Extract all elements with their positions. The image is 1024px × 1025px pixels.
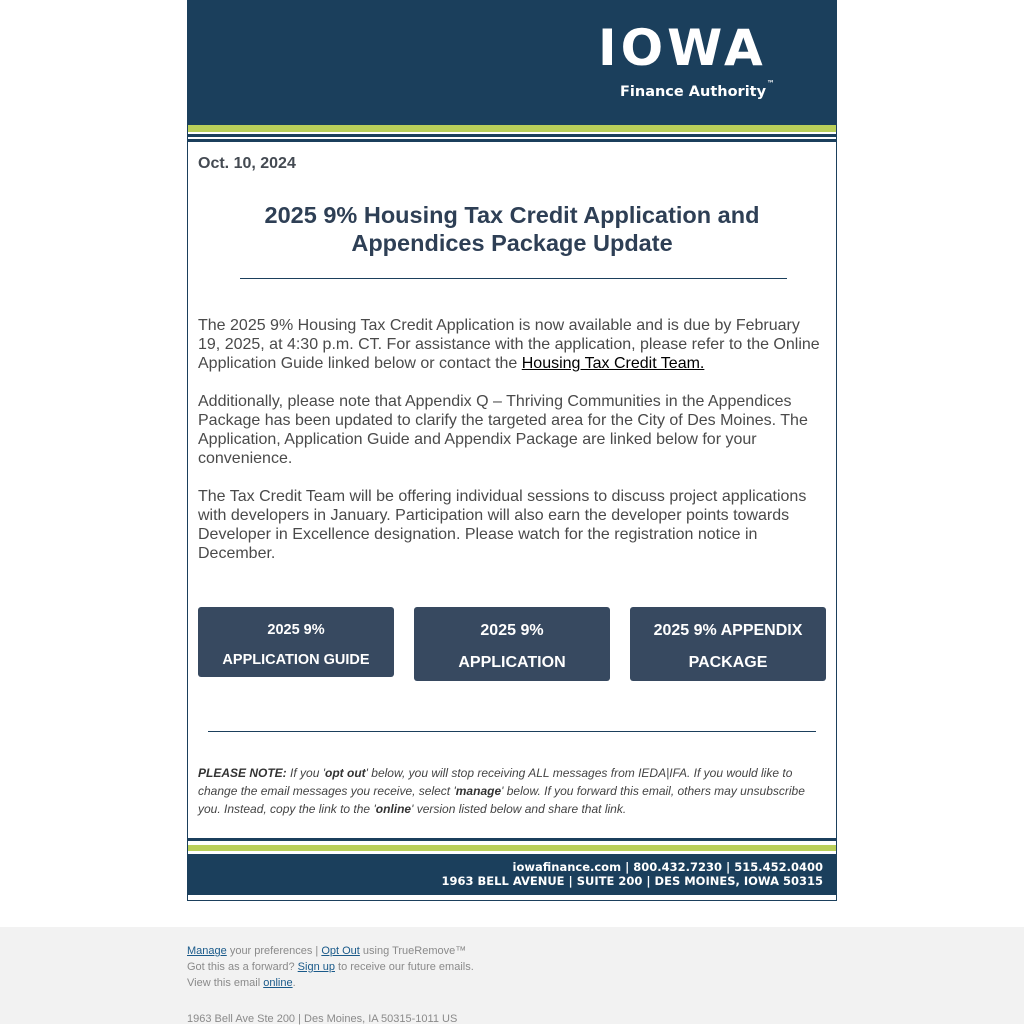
logo-word-text: IOWA — [598, 19, 767, 77]
button-label-line2: APPLICATION GUIDE — [222, 652, 370, 668]
opt-out-text: using TrueRemove™ — [359, 945, 467, 957]
application-button[interactable] — [414, 607, 610, 681]
footer-navy-stripe-top — [188, 838, 836, 841]
manage-preferences-link[interactable]: Manage — [187, 945, 227, 957]
logo-wordmark — [598, 19, 775, 88]
paragraph-individual-sessions: The Tax Credit Team will be offering individual sessions to discuss project applications with developers in January. Participation will also earn the developer points towards Developer in Excellence designation. Please watch for the registration notice in December. — [198, 488, 807, 562]
sign-up-text: to receive our future emails. — [334, 961, 474, 973]
note-text-4: ' version listed below and share that link. — [411, 802, 627, 816]
view-end: . — [292, 977, 296, 989]
title-divider — [240, 278, 787, 279]
logo-subtitle: Finance Authority — [620, 84, 767, 100]
button-label-line1: 2025 9% — [267, 622, 325, 638]
view-online-line — [187, 977, 296, 989]
footer-contact-line: iowafinance.com | 800.432.7230 | 515.452.0400 — [512, 860, 823, 874]
note-label: PLEASE NOTE: — [198, 766, 287, 780]
note-opt-out: opt out — [325, 766, 366, 780]
sender-address: 1963 Bell Ave Ste 200 | Des Moines, IA 50315-1011 US — [187, 1013, 458, 1025]
view-text: View this email — [187, 977, 264, 989]
note-text-2: ' below, you will stop receiving ALL messages from IEDA|IFA. If you would like to change the email messages you receive, select ' — [198, 766, 793, 798]
sign-up-link[interactable]: Sign up — [297, 961, 335, 973]
note-manage: manage — [455, 784, 502, 798]
application-guide-button[interactable] — [198, 607, 394, 677]
iowa-finance-authority-logo[interactable] — [598, 19, 798, 105]
note-text-1: If you ' — [286, 766, 325, 780]
footer-address-line: 1963 BELL AVENUE | SUITE 200 | DES MOINES, IOWA 50315 — [441, 874, 823, 888]
forward-line — [187, 961, 474, 973]
email-header — [188, 1, 836, 125]
button-label-line2: APPLICATION — [458, 654, 566, 671]
opt-out-link[interactable]: Opt Out — [321, 945, 360, 957]
unsubscribe-note — [198, 764, 826, 818]
header-navy-stripe-thin — [188, 134, 836, 137]
paragraph-appendix-update: Additionally, please note that Appendix Q – Thriving Communities in the Appendices Package has been updated to clarify the targeted area for the City of Des Moines. The Application, Application Guide and Appendix Package are linked below for your convenience. — [198, 393, 808, 467]
email-footer — [188, 854, 836, 895]
email-container — [187, 0, 837, 901]
housing-tax-credit-team-link[interactable]: Housing Tax Credit Team. — [521, 355, 705, 372]
forward-text: Got this as a forward? — [187, 961, 298, 973]
button-label-line1: 2025 9% APPENDIX — [653, 622, 803, 639]
email-service-footer — [0, 927, 1024, 1024]
manage-text: your preferences | — [226, 945, 322, 957]
button-label-line1: 2025 9% — [480, 622, 544, 639]
logo-trademark: ™ — [766, 79, 775, 88]
email-title: 2025 9% Housing Tax Credit Application and Appendices Package Update — [264, 202, 760, 256]
email-date: Oct. 10, 2024 — [198, 155, 296, 172]
preferences-line — [187, 945, 466, 957]
note-online: online — [375, 802, 412, 816]
button-label-line2: PACKAGE — [688, 654, 768, 671]
appendix-package-button[interactable] — [630, 607, 826, 681]
paragraph-application-available — [198, 316, 823, 373]
view-online-link[interactable]: online — [263, 977, 293, 989]
note-text-3: ' below. If you forward this email, others may unsubscribe you. Instead, copy the link to the ' — [198, 784, 805, 816]
header-green-stripe — [188, 125, 836, 132]
note-divider — [208, 731, 816, 732]
header-navy-stripe — [188, 139, 836, 142]
footer-green-stripe — [188, 845, 836, 851]
paragraph-1-text: The 2025 9% Housing Tax Credit Application is now available and is due by February 19, 2025, at 4:30 p.m. CT. For assistance with the application, please refer to the Online Application Guide linked below or contact the — [198, 317, 820, 372]
